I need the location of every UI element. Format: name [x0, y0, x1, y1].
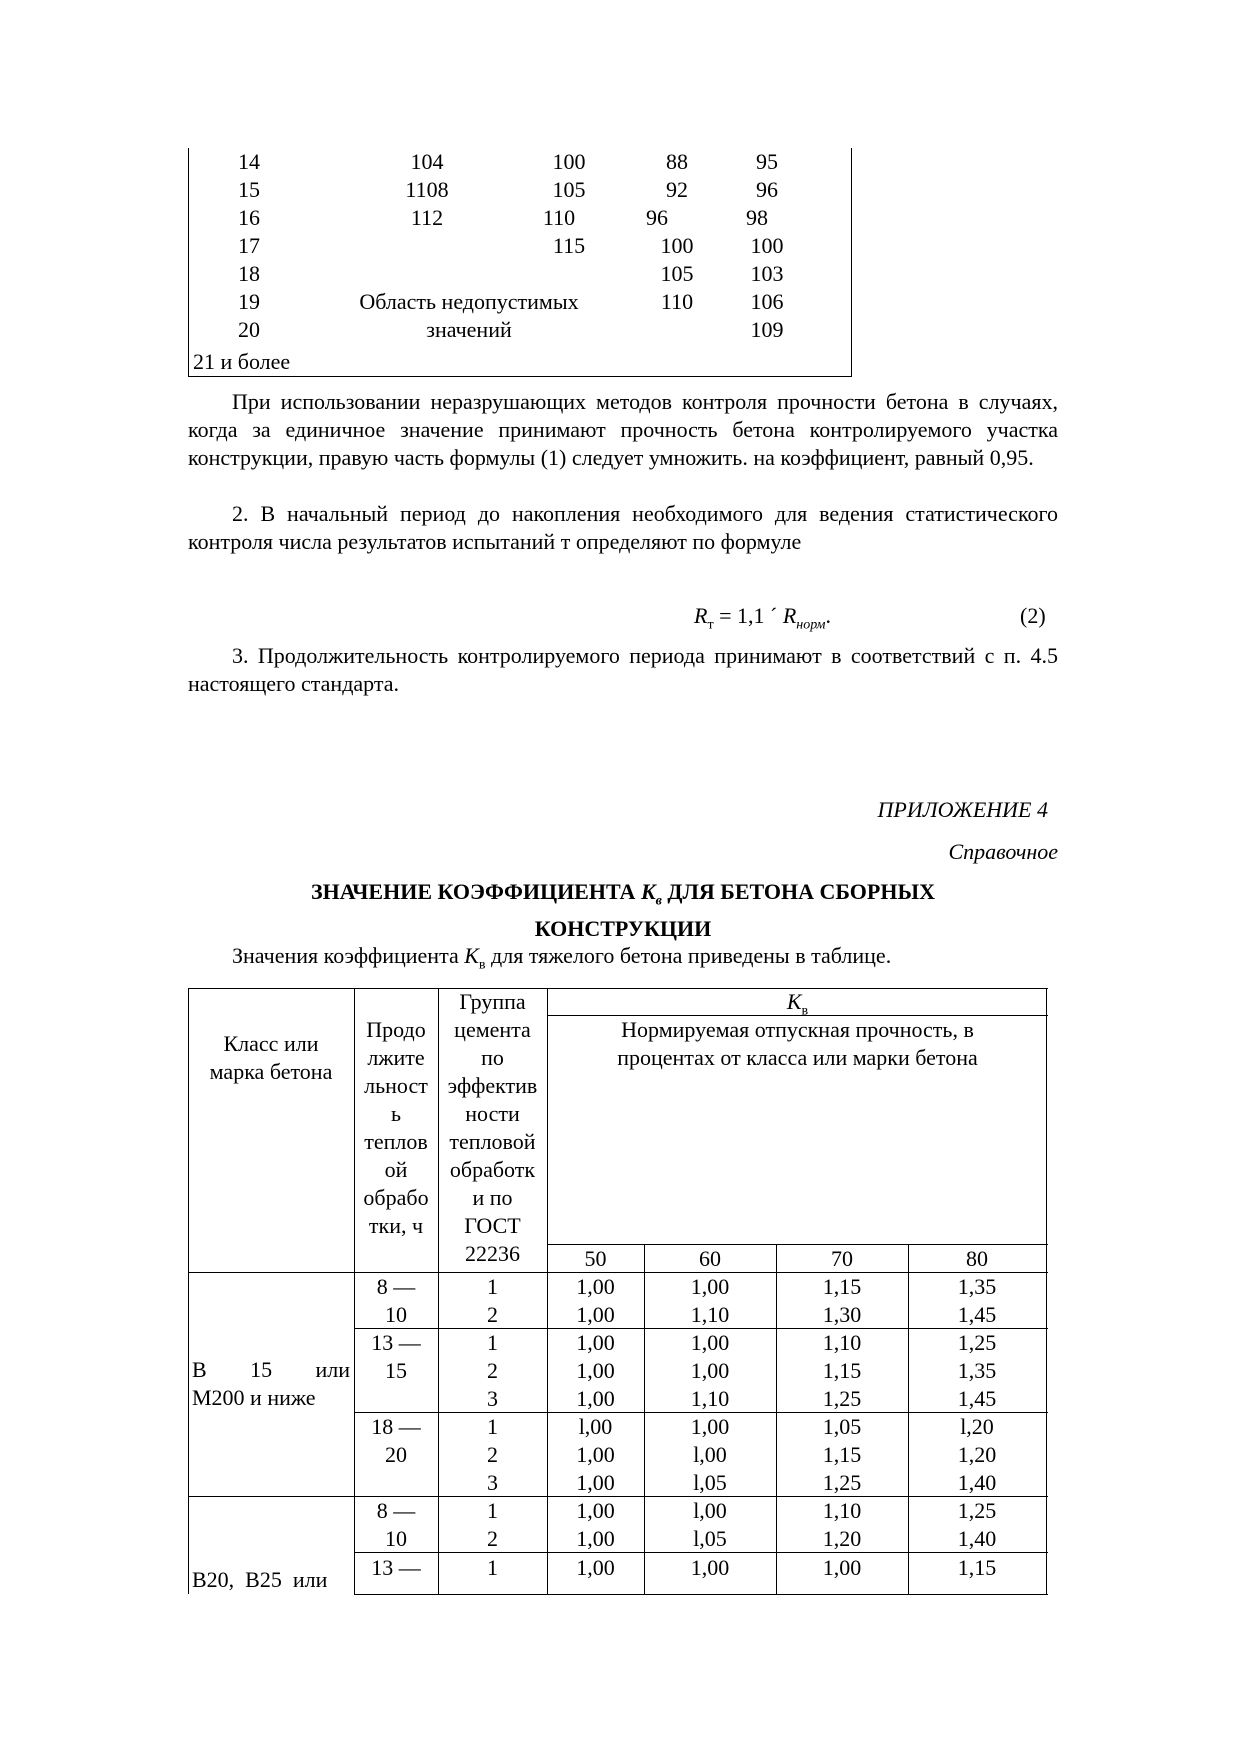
appendix-title: ЗНАЧЕНИЕ КОЭФФИЦИЕНТА $K_в$ ДЛЯ БЕТОНА СБОРНЫХ КОНСТРУКЦИИ [311, 879, 935, 942]
formula-number: (2) [1020, 603, 1046, 628]
value-80: 1,35 1,45 [957, 1274, 997, 1327]
inadmissible-area-label: Область недопустимых [359, 289, 579, 314]
paragraph-control-period: 3. Продолжительность контролируемого периода принимают в соответствий с п. 4.5 настоящего стандарта. [188, 643, 1058, 696]
class-label-b15: В 15 или [192, 1357, 350, 1382]
kv-coefficient-table [188, 988, 1048, 1596]
header-class: Класс или марка бетона [209, 1031, 333, 1084]
inadmissible-area-label-cont: значений [426, 317, 512, 342]
group-cell: 1 2 [487, 1498, 498, 1551]
duration-cell: 8 — 10 [376, 1498, 416, 1551]
group-cell: 1 2 3 [487, 1414, 498, 1495]
table-row: 16 112 110 96 98 [238, 205, 768, 230]
header-percent-70: 70 [831, 1246, 853, 1271]
table-row: 19 Область недопустимых 110 106 [238, 289, 784, 314]
table-row: 14 104 100 88 95 [238, 149, 778, 174]
value-50: 1,00 1,00 1,00 [576, 1330, 615, 1411]
table-row: 17 115 100 100 [238, 233, 784, 258]
table-row: 18 105 103 [238, 261, 784, 286]
group-cell: 1 2 [487, 1274, 498, 1327]
value-80: l,20 1,20 1,40 [957, 1414, 997, 1495]
table-row: 20 значений 109 [238, 317, 784, 342]
paragraph-initial-period: 2. В начальный период до накопления необходимого для ведения статистического контроля числа результатов испытаний т определяют по формуле [188, 501, 1058, 554]
class-label-b20: В20, В25 или [192, 1567, 328, 1592]
value-60: 1,00 [690, 1555, 730, 1580]
value-50: 1,00 [576, 1555, 615, 1580]
last-row-label: 21 и более [193, 349, 291, 374]
table-intro: Значения коэффициента $K_в$ для тяжелого бетона приведены в таблице. [232, 943, 892, 973]
value-80: 1,25 1,40 [957, 1498, 997, 1551]
value-70: 1,15 1,30 [822, 1274, 862, 1327]
group-cell: 1 2 3 [487, 1330, 498, 1411]
duration-cell: 18 — 20 [371, 1414, 421, 1467]
value-70: 1,05 1,15 1,25 [822, 1414, 862, 1495]
formula-2: $R_т = 1,1$ ´ $R_{норм}$. [694, 603, 831, 633]
appendix-label: ПРИЛОЖЕНИЕ 4 [877, 797, 1048, 822]
header-strength: Нормируемая отпускная прочность, в процентах от класса или марки бетона [617, 1017, 978, 1070]
header-duration: Продо лжите льност ь теплов ой обрабо тки, ч [363, 1017, 429, 1238]
paragraph-nondestructive: При использовании неразрушающих методов контроля прочности бетона в случаях, когда за единичное значение принимают прочность бетона контролируемого участка конструкции, правую часть формулы (1) следует умножить. на коэффициент, равный 0,95. [188, 389, 1058, 470]
value-70: 1,10 1,20 [822, 1498, 862, 1551]
table-row: 15 1108 105 92 96 [238, 177, 778, 202]
value-50: 1,00 1,00 [576, 1274, 615, 1327]
strength-table-continuation [188, 148, 852, 377]
header-percent-60: 60 [699, 1246, 721, 1271]
value-60: 1,00 1,00 1,10 [690, 1330, 730, 1411]
duration-cell: 13 — [371, 1555, 421, 1580]
header-percent-80: 80 [966, 1246, 988, 1271]
value-60: l,00 l,05 [693, 1498, 727, 1551]
value-50: l,00 1,00 1,00 [576, 1414, 615, 1495]
value-50: 1,00 1,00 [576, 1498, 615, 1551]
header-kv: $K_в$ [786, 989, 809, 1019]
value-80: 1,15 [957, 1555, 997, 1580]
duration-cell: 8 — 10 [376, 1274, 416, 1327]
appendix-type: Справочное [948, 839, 1058, 864]
value-80: 1,25 1,35 1,45 [957, 1330, 997, 1411]
header-percent-50: 50 [584, 1246, 607, 1271]
class-label-b15-cont: М200 и ниже [192, 1385, 316, 1410]
group-cell: 1 [487, 1555, 498, 1580]
value-60: 1,00 1,10 [690, 1274, 730, 1327]
duration-cell: 13 — 15 [371, 1330, 421, 1383]
header-cement-group: Группа цемента по эффектив ности тепловой обработк и по ГОСТ 22236 [447, 989, 538, 1266]
value-60: 1,00 l,00 l,05 [690, 1414, 730, 1495]
value-70: 1,10 1,15 1,25 [822, 1330, 862, 1411]
value-70: 1,00 [822, 1555, 862, 1580]
